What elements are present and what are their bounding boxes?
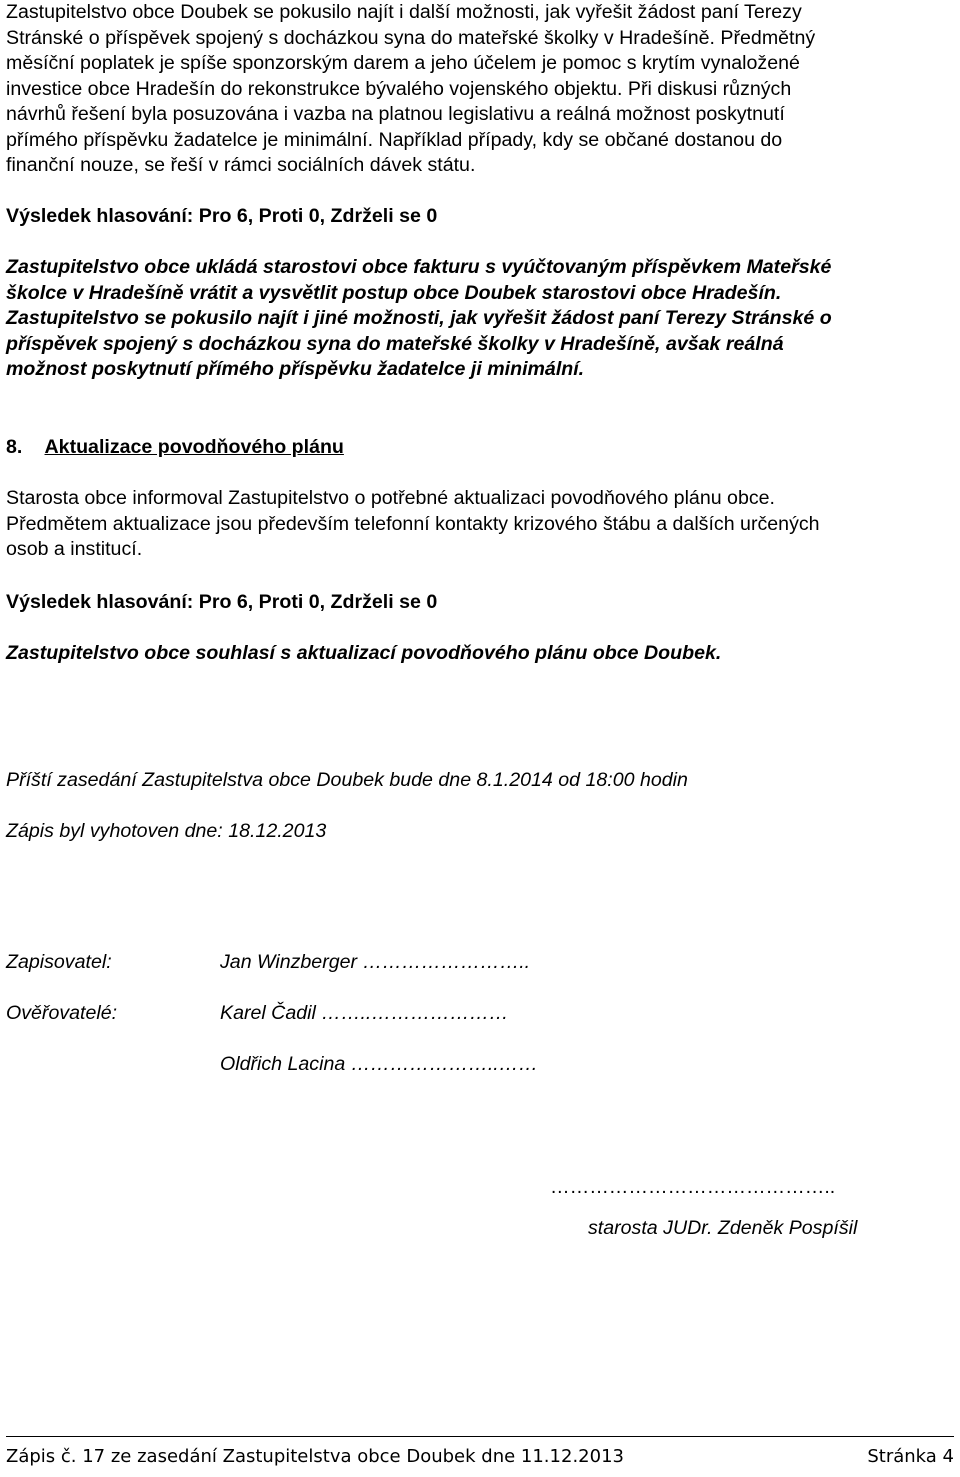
verifiers-label: Ověřovatelé: [6, 1002, 118, 1024]
section-8-heading [6, 435, 344, 461]
recorder-label: Zapisovatel: [6, 951, 112, 973]
resolution-line: příspěvek spojený s docházkou syna do mateřské školky v Hradešíně, avšak reálná [6, 332, 784, 355]
minutes-date: Zápis byl vyhotoven dne: 18.12.2013 [6, 820, 327, 842]
recorder-name: Jan Winzberger …………………….. [220, 951, 531, 973]
verifier-1: Karel Čadil ……..………………… [220, 1002, 509, 1024]
vote-result-1: Výsledek hlasování: Pro 6, Proti 0, Zdrželi se 0 [6, 205, 438, 227]
resolution-line: Zastupitelstvo se pokusilo najít i jiné možnosti, jak vyřešit žádost paní Terezy Stránské o [6, 307, 832, 329]
intro-paragraph [6, 0, 815, 179]
page-footer [6, 1436, 954, 1472]
resolution-2: Zastupitelstvo obce souhlasí s aktualizací povodňového plánu obce Doubek. [6, 642, 722, 664]
section-8-number: 8. [6, 436, 23, 458]
resolution-line: možnost poskytnutí přímého příspěvku žadatelce ji minimální. [6, 358, 585, 380]
vote-result-2: Výsledek hlasování: Pro 6, Proti 0, Zdrželi se 0 [6, 591, 438, 613]
intro-line: finanční nouze, se řeší v rámci sociálních dávek státu. [6, 154, 476, 176]
section-8-text [6, 486, 820, 563]
intro-line: přímého příspěvku žadatelce je minimální. Například případy, kdy se občané dostanou do [6, 128, 783, 151]
section-8-line: Předmětem aktualizace jsou především telefonní kontakty krizového štábu a dalších určených [6, 512, 820, 535]
footer-page-number: Stránka 4 [867, 1446, 954, 1467]
verifier-2: Oldřich Lacina …………………..…… [220, 1053, 538, 1075]
intro-line: měsíční poplatek je spíše sponzorským darem a jeho účelem je pomoc s krytím vynaložené [6, 52, 800, 74]
next-meeting: Příští zasedání Zastupitelstva obce Doubek bude dne 8.1.2014 od 18:00 hodin [6, 769, 688, 791]
intro-line: návrhů řešení byla posuzována i vazba na platnou legislativu a reálná možnost poskytnutí [6, 103, 785, 125]
resolution-1 [6, 255, 832, 383]
resolution-line: školce v Hradešíně vrátit a vysvětlit postup obce Doubek starostovi obce Hradešín. [6, 281, 782, 304]
section-8-line: Starosta obce informoval Zastupitelstvo o potřebné aktualizaci povodňového plánu obce. [6, 487, 775, 509]
intro-line: Stránské o příspěvek spojený s docházkou syna do mateřské školky v Hradešíně. Předmětný [6, 26, 816, 49]
footer-document-info: Zápis č. 17 ze zasedání Zastupitelstva obce Doubek dne 11.12.2013 [6, 1446, 624, 1467]
section-8-line: osob a institucí. [6, 538, 143, 560]
resolution-line: Zastupitelstvo obce ukládá starostovi obce fakturu s vyúčtovaným příspěvkem Mateřské [6, 256, 832, 278]
mayor-name: starosta JUDr. Zdeněk Pospíšil [588, 1217, 858, 1239]
mayor-signature-line: …………………………………….. [550, 1176, 836, 1198]
section-8-title: Aktualizace povodňového plánu [44, 436, 344, 458]
intro-line: Zastupitelstvo obce Doubek se pokusilo najít i další možnosti, jak vyřešit žádost paní Terezy [6, 1, 802, 23]
intro-line: investice obce Hradešín do rekonstrukce bývalého vojenského objektu. Při diskusi různých [6, 77, 792, 100]
